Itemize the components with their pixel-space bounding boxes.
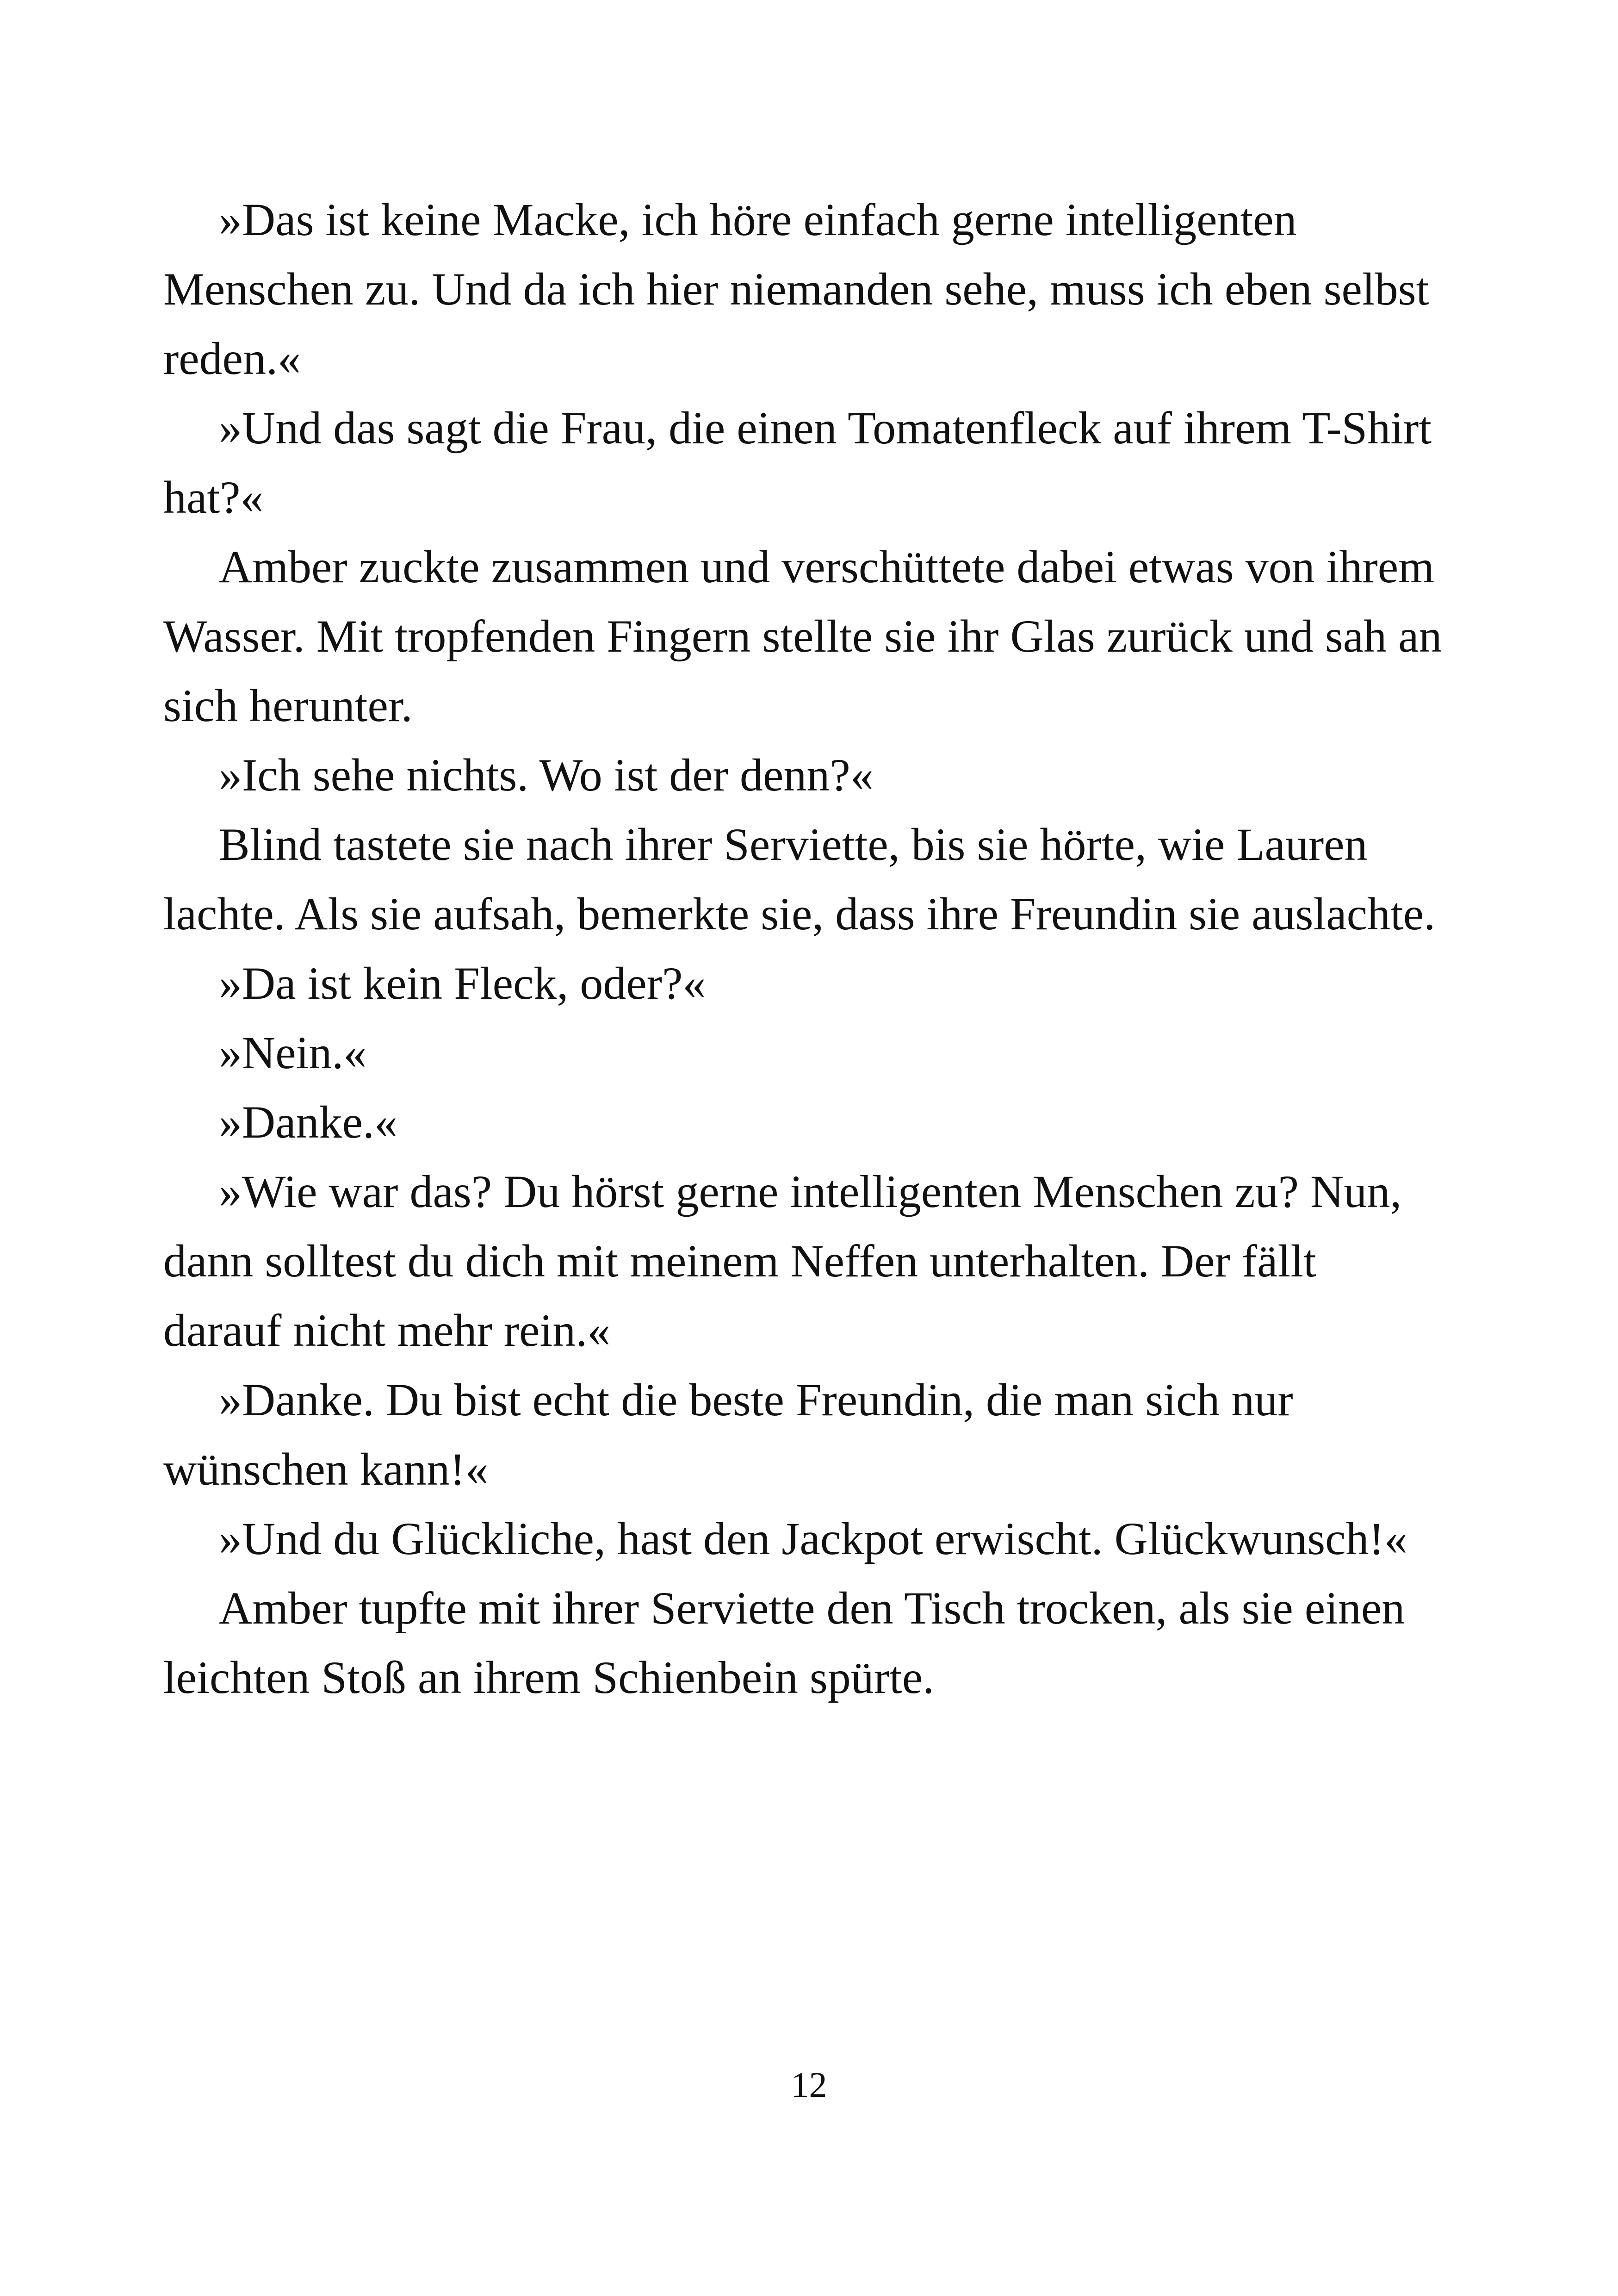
paragraph: Blind tastete sie nach ihrer Serviette, bis sie hörte, wie Lauren lachte. Als sie aufsah, bemerkte sie, dass ihre Freundin sie auslachte. [163, 819, 1436, 940]
paragraph: »Ich sehe nichts. Wo ist der denn?« [219, 749, 874, 801]
page-number: 12 [791, 2065, 827, 2105]
paragraph: »Danke.« [219, 1096, 397, 1148]
paragraph: Amber zuckte zusammen und verschüttete dabei etwas von ihrem Wasser. Mit tropfenden Fingern stellte sie ihr Glas zurück und sah an sich herunter. [163, 541, 1442, 731]
paragraph: »Nein.« [219, 1027, 367, 1078]
paragraph: »Das ist keine Macke, ich höre einfach gerne intelligenten Menschen zu. Und da ich hier niemanden sehe, muss ich eben selbst reden.« [163, 194, 1429, 384]
paragraph: »Da ist kein Fleck, oder?« [219, 958, 706, 1009]
paragraph: »Wie war das? Du hörst gerne intelligenten Menschen zu? Nun, dann solltest du dich mit meinem Neffen unterhalten. Der fällt darauf nicht mehr rein.« [163, 1166, 1402, 1356]
paragraph: »Und du Glückliche, hast den Jackpot erwischt. Glückwunsch!« [219, 1513, 1407, 1564]
paragraph: »Danke. Du bist echt die beste Freundin, die man sich nur wünschen kann!« [163, 1374, 1293, 1495]
body-text [163, 185, 1445, 1712]
paragraph: »Und das sagt die Frau, die einen Tomatenfleck auf ihrem T-Shirt hat?« [163, 402, 1432, 523]
paragraph: Amber tupfte mit ihrer Serviette den Tisch trocken, als sie einen leichten Stoß an ihrem Schienbein spürte. [163, 1582, 1405, 1703]
